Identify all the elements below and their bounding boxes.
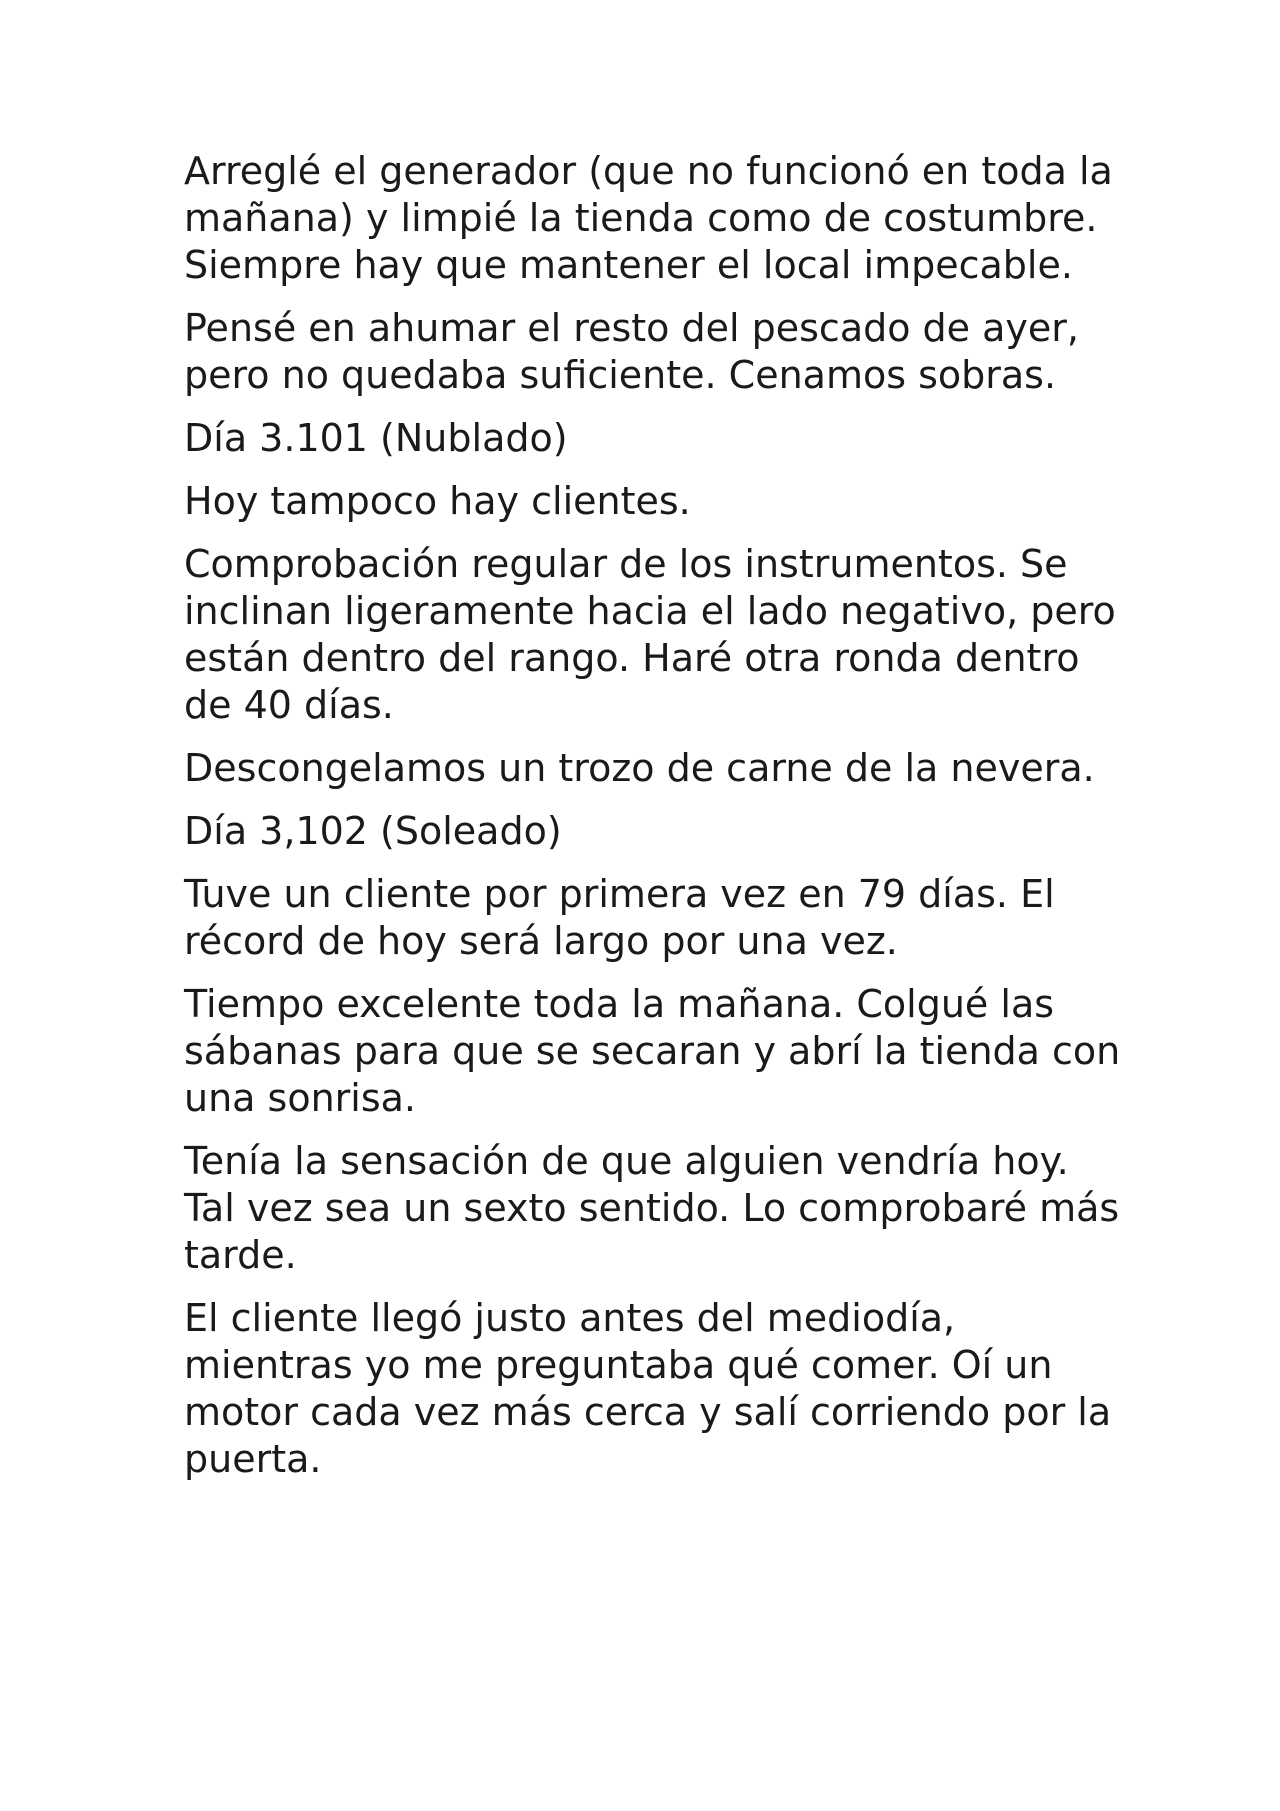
- document-page: [184, 148, 1124, 1499]
- day-heading-3101: Día 3.101 (Nublado): [184, 416, 568, 460]
- day-heading-3102: Día 3,102 (Soleado): [184, 809, 562, 853]
- paragraph-instruments: Comprobación regular de los instrumentos. Se inclinan ligeramente hacia el lado negativo, pero están dentro del rango. Haré otra ronda dentro de 40 días.: [184, 542, 1116, 727]
- paragraph-weather: Tiempo excelente toda la mañana. Colgué las sábanas para que se secaran y abrí la tienda con una sonrisa.: [184, 982, 1121, 1120]
- paragraph-sixth-sense: Tenía la sensación de que alguien vendría hoy. Tal vez sea un sexto sentido. Lo comprobaré más tarde.: [184, 1139, 1120, 1277]
- paragraph-fish: Pensé en ahumar el resto del pescado de ayer, pero no quedaba suficiente. Cenamos sobras.: [184, 306, 1079, 397]
- paragraph-first-client: Tuve un cliente por primera vez en 79 días. El récord de hoy será largo por una vez.: [184, 872, 1055, 963]
- paragraph-generator: Arreglé el generador (que no funcionó en toda la mañana) y limpié la tienda como de costumbre. Siempre hay que mantener el local impecable.: [184, 149, 1113, 287]
- paragraph-client-arrival: El cliente llegó justo antes del mediodía, mientras yo me preguntaba qué comer. Oí un motor cada vez más cerca y salí corriendo por la puerta.: [184, 1296, 1112, 1481]
- paragraph-no-clients: Hoy tampoco hay clientes.: [184, 479, 691, 523]
- paragraph-meat: Descongelamos un trozo de carne de la nevera.: [184, 746, 1095, 790]
